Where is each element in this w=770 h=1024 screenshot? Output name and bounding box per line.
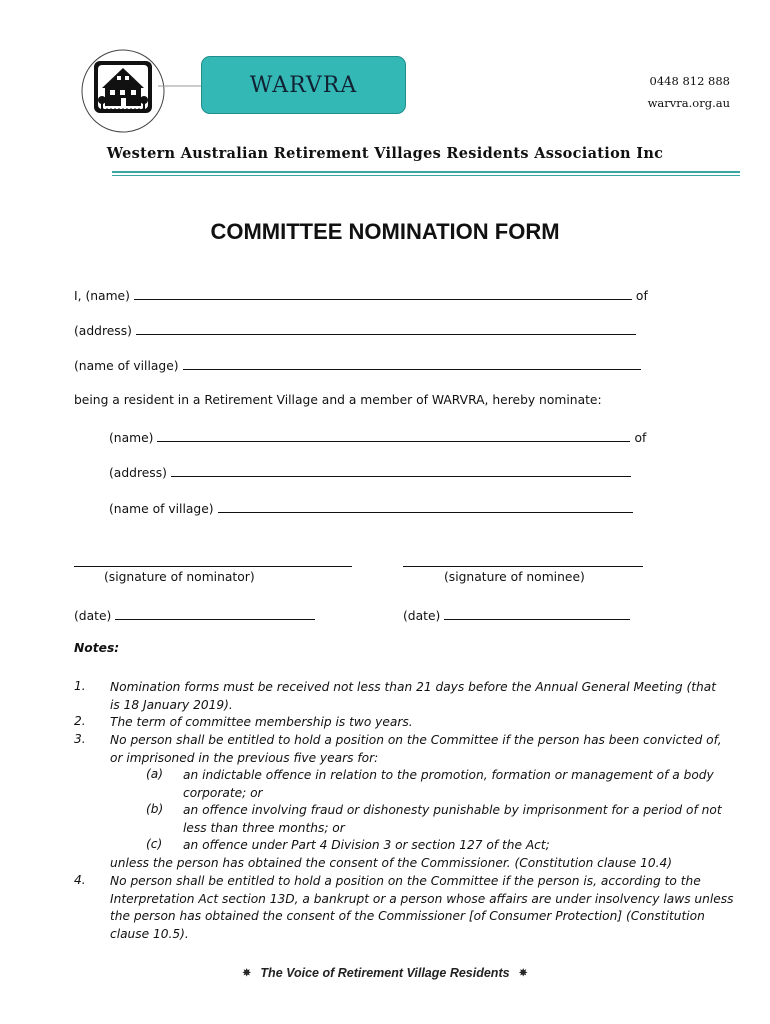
- nominator-signature-label: (signature of nominator): [104, 570, 255, 584]
- note-line: less than three months; or: [183, 820, 345, 835]
- note-line: Interpretation Act section 13D, a bankrupt or a person whose affairs are under insolvency laws unless: [110, 891, 734, 906]
- nominator-of-label: of: [635, 289, 648, 303]
- note-line: corporate; or: [183, 785, 263, 800]
- sub-item-letter: (a): [146, 767, 163, 781]
- note-item-1: [110, 679, 740, 714]
- phone-number: 0448 812 888: [649, 74, 730, 88]
- note-number: 4.: [74, 873, 86, 887]
- note-item-4: [110, 873, 740, 943]
- nominee-village-field[interactable]: [218, 499, 633, 513]
- nominee-signature-field[interactable]: [403, 553, 643, 567]
- nominee-village-label: (name of village): [109, 502, 214, 516]
- nominee-date-label: (date): [403, 609, 441, 623]
- star-ornament-icon: ✵: [519, 968, 528, 979]
- nominator-address-label: (address): [74, 324, 132, 338]
- organisation-name: Western Australian Retirement Villages Residents Association Inc: [106, 145, 664, 162]
- nominator-address-row: [74, 321, 636, 338]
- note-line: is 18 January 2019).: [110, 697, 233, 712]
- website: warvra.org.au: [647, 96, 730, 110]
- logo-connector-line: [158, 84, 202, 88]
- nominator-date-field[interactable]: [115, 606, 315, 620]
- sub-item-letter: (c): [146, 837, 163, 851]
- nominee-village-row: [109, 499, 633, 516]
- note-line: No person shall be entitled to hold a position on the Committee if the person has been convicted of,: [110, 733, 722, 747]
- footer-tagline-row: [0, 966, 770, 980]
- note-line: the person has obtained the consent of the Commissioner [of Consumer Protection] (Constitution: [110, 909, 705, 923]
- note-item-3-tail: unless the person has obtained the consent of the Commissioner. (Constitution clause 10.4): [110, 856, 673, 870]
- note-line: Nomination forms must be received not less than 21 days before the Annual General Meeting (that: [110, 680, 717, 694]
- note-line: an offence involving fraud or dishonesty punishable by imprisonment for a period of not: [183, 803, 722, 817]
- nominator-name-label: I, (name): [74, 289, 130, 303]
- nominee-address-row: [109, 463, 631, 480]
- note-item-3: [110, 732, 740, 767]
- sub-item-c: [183, 837, 743, 855]
- nominee-date-row: [403, 606, 630, 623]
- nomination-statement: being a resident in a Retirement Village and a member of WARVRA, hereby nominate:: [74, 393, 602, 407]
- footer-tagline: The Voice of Retirement Village Residents: [260, 966, 510, 980]
- nominator-date-label: (date): [74, 609, 112, 623]
- nominator-date-row: [74, 606, 315, 623]
- sub-item-b: [183, 802, 743, 837]
- note-line: an offence under Part 4 Division 3 or section 127 of the Act;: [183, 838, 550, 852]
- nominee-address-label: (address): [109, 466, 167, 480]
- nominee-date-field[interactable]: [444, 606, 630, 620]
- warvra-house-logo: [80, 48, 166, 134]
- header-divider: [112, 171, 740, 173]
- nominator-address-field[interactable]: [136, 321, 636, 335]
- nominee-name-row: [109, 428, 646, 445]
- sub-item-a: [183, 767, 743, 802]
- sub-item-letter: (b): [146, 802, 164, 816]
- note-number: 3.: [74, 732, 86, 746]
- nominee-name-label: (name): [109, 431, 154, 445]
- brand-name: WARVRA: [249, 72, 358, 98]
- nominator-village-label: (name of village): [74, 359, 179, 373]
- nominator-village-row: [74, 356, 641, 373]
- nominator-signature-field[interactable]: [74, 553, 352, 567]
- note-line: The term of committee membership is two years.: [110, 715, 413, 729]
- note-line: clause 10.5).: [110, 926, 189, 941]
- note-line: No person shall be entitled to hold a position on the Committee if the person is, according to the: [110, 874, 701, 888]
- contact-block: [648, 70, 730, 114]
- nominator-name-row: [74, 286, 648, 303]
- form-title: COMMITTEE NOMINATION FORM: [210, 219, 560, 244]
- nominee-name-field[interactable]: [157, 428, 630, 442]
- nominee-of-label: of: [634, 431, 647, 445]
- nominee-address-field[interactable]: [171, 463, 631, 477]
- star-ornament-icon: ✵: [242, 968, 251, 979]
- brand-logo-box: [201, 56, 406, 114]
- note-line: an indictable offence in relation to the promotion, formation or management of a body: [183, 768, 714, 782]
- notes-heading: Notes:: [74, 641, 120, 655]
- header-divider-thin: [112, 175, 740, 176]
- nominee-signature-label: (signature of nominee): [444, 570, 585, 584]
- note-number: 2.: [74, 714, 86, 728]
- note-line: or imprisoned in the previous five years for:: [110, 750, 379, 765]
- nominator-village-field[interactable]: [183, 356, 641, 370]
- note-item-2: [110, 714, 740, 732]
- nominator-name-field[interactable]: [134, 286, 632, 300]
- note-number: 1.: [74, 679, 86, 693]
